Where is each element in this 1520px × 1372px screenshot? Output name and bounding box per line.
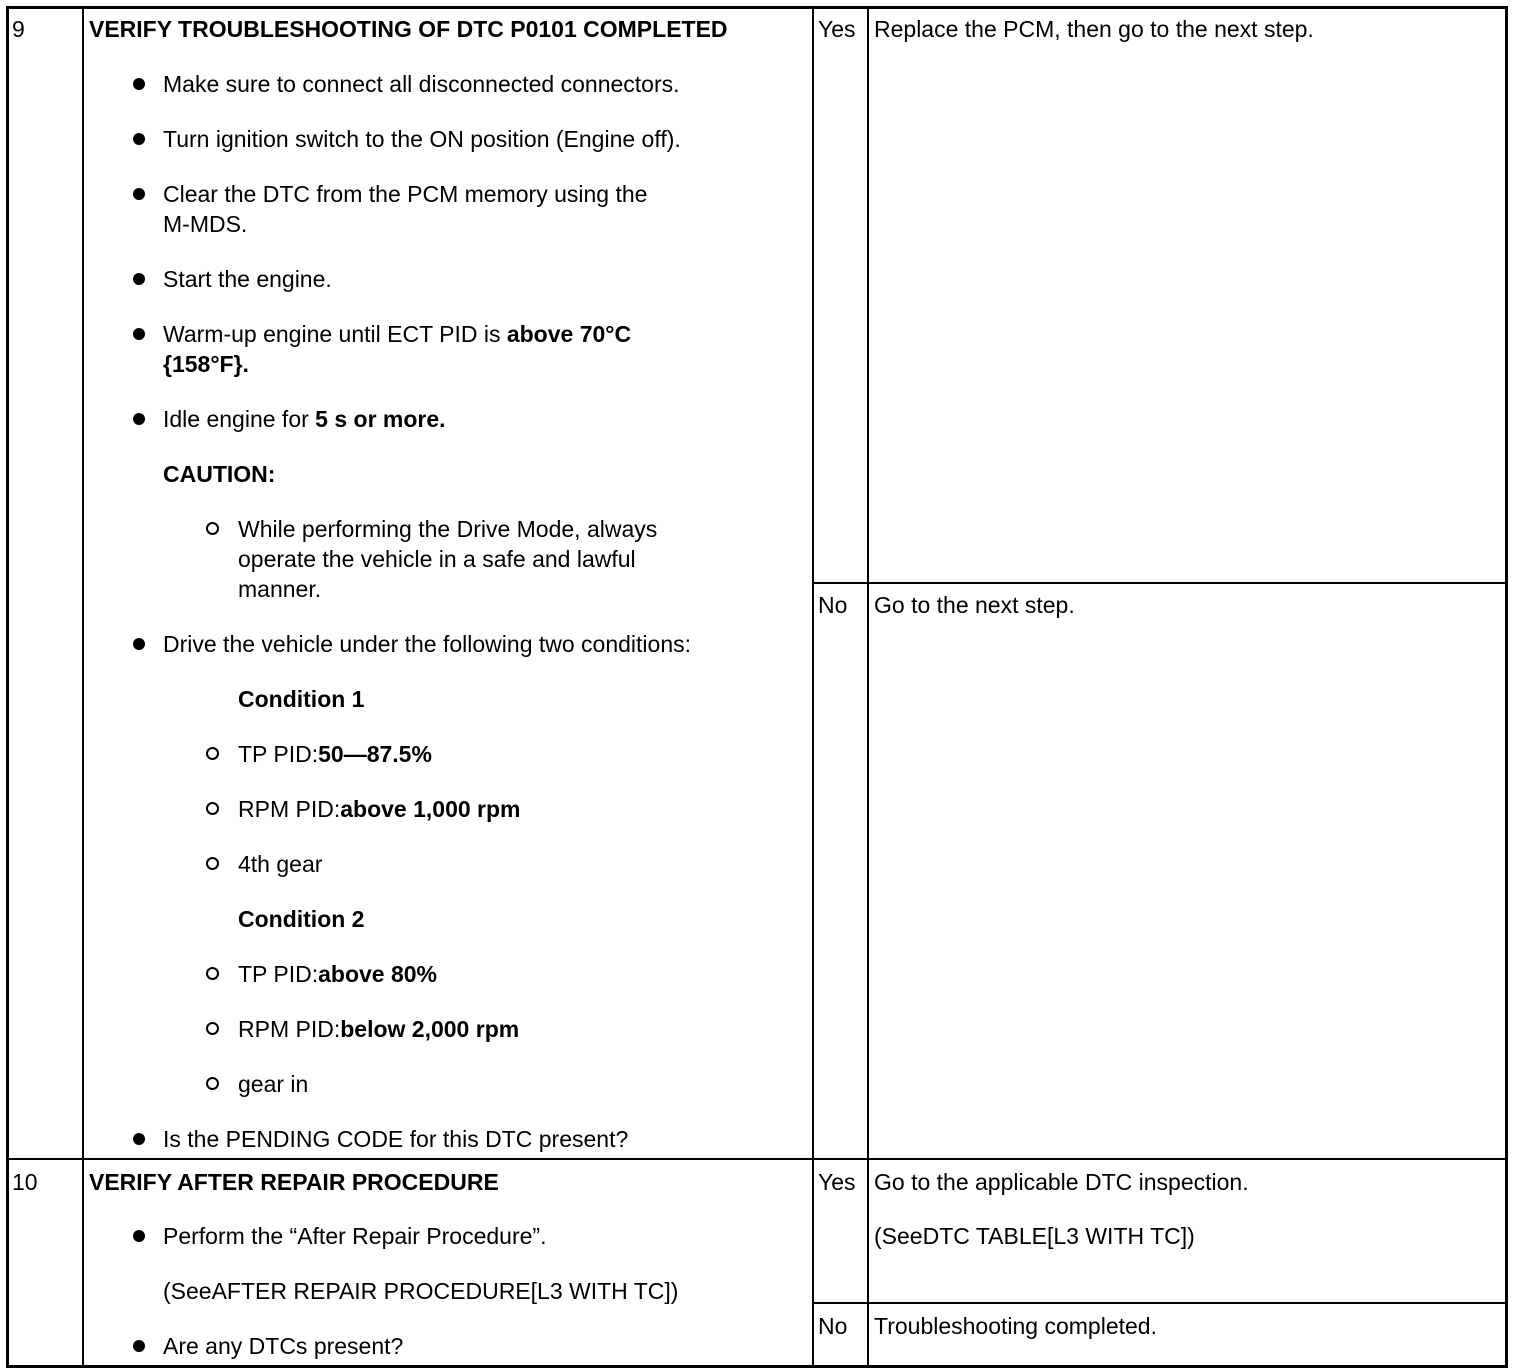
bullet-icon bbox=[133, 1340, 145, 1352]
step-number: 9 bbox=[12, 16, 25, 42]
yes-label: Yes bbox=[818, 1169, 856, 1195]
instruction-text: Drive the vehicle under the following two conditions: bbox=[163, 631, 692, 657]
condition-item bbox=[238, 1014, 519, 1044]
instruction-emphasis: {158°F}. bbox=[163, 351, 249, 377]
bullet-icon bbox=[133, 133, 145, 145]
instruction-text bbox=[163, 319, 631, 349]
column-divider bbox=[82, 6, 84, 1368]
condition-label: Condition 2 bbox=[238, 906, 365, 932]
question-text: Is the PENDING CODE for this DTC present? bbox=[163, 1126, 629, 1152]
condition-value: below 2,000 rpm bbox=[340, 1016, 520, 1042]
instruction-text: Make sure to connect all disconnected connectors. bbox=[163, 71, 680, 97]
condition-item: 4th gear bbox=[238, 851, 323, 877]
instruction-text: Perform the “After Repair Procedure”. bbox=[163, 1223, 547, 1249]
column-divider bbox=[812, 6, 814, 1368]
no-action: Go to the next step. bbox=[874, 592, 1075, 618]
step-title: VERIFY AFTER REPAIR PROCEDURE bbox=[89, 1169, 499, 1195]
instruction-text: Warm-up engine until ECT PID is bbox=[163, 321, 507, 347]
row-divider bbox=[6, 1158, 1508, 1160]
reference-link[interactable]: (SeeAFTER REPAIR PROCEDURE[L3 WITH TC]) bbox=[163, 1278, 679, 1304]
instruction-text: M-MDS. bbox=[163, 211, 248, 237]
condition-label: Condition 1 bbox=[238, 686, 365, 712]
caution-text: While performing the Drive Mode, always bbox=[238, 516, 658, 542]
no-label: No bbox=[818, 1313, 848, 1339]
sub-bullet-icon bbox=[206, 1022, 219, 1035]
sub-bullet-icon bbox=[206, 802, 219, 815]
step-title: VERIFY TROUBLESHOOTING OF DTC P0101 COMPLETED bbox=[89, 16, 728, 42]
condition-item bbox=[238, 794, 521, 824]
instruction-text: Idle engine for bbox=[163, 406, 316, 432]
caution-text: operate the vehicle in a safe and lawful bbox=[238, 546, 636, 572]
bullet-icon bbox=[133, 78, 145, 90]
bullet-icon bbox=[133, 273, 145, 285]
bullet-icon bbox=[133, 638, 145, 650]
sub-bullet-icon bbox=[206, 1077, 219, 1090]
caution-text: manner. bbox=[238, 576, 322, 602]
condition-key: TP PID: bbox=[238, 741, 319, 767]
condition-key: TP PID: bbox=[238, 961, 319, 987]
yes-label: Yes bbox=[818, 16, 856, 42]
condition-key: RPM PID: bbox=[238, 1016, 341, 1042]
condition-value: above 1,000 rpm bbox=[340, 796, 521, 822]
caution-label: CAUTION: bbox=[163, 461, 276, 487]
row-divider bbox=[812, 1302, 1508, 1304]
sub-bullet-icon bbox=[206, 857, 219, 870]
step-number: 10 bbox=[12, 1169, 38, 1195]
yes-action: Go to the applicable DTC inspection. bbox=[874, 1169, 1249, 1195]
bullet-icon bbox=[133, 1133, 145, 1145]
instruction-text: Start the engine. bbox=[163, 266, 332, 292]
instruction-emphasis: 5 s or more. bbox=[315, 406, 446, 432]
instruction-text: Clear the DTC from the PCM memory using the bbox=[163, 181, 648, 207]
reference-link[interactable]: (SeeDTC TABLE[L3 WITH TC]) bbox=[874, 1223, 1195, 1249]
sub-bullet-icon bbox=[206, 967, 219, 980]
bullet-icon bbox=[133, 413, 145, 425]
row-divider bbox=[812, 582, 1508, 584]
condition-item bbox=[238, 739, 432, 769]
bullet-icon bbox=[133, 328, 145, 340]
condition-item: gear in bbox=[238, 1071, 309, 1097]
sub-bullet-icon bbox=[206, 522, 219, 535]
condition-value: above 80% bbox=[318, 961, 438, 987]
instruction-emphasis: above 70°C bbox=[506, 321, 632, 347]
no-action: Troubleshooting completed. bbox=[874, 1313, 1157, 1339]
condition-key: RPM PID: bbox=[238, 796, 341, 822]
bullet-icon bbox=[133, 188, 145, 200]
sub-bullet-icon bbox=[206, 747, 219, 760]
instruction-text bbox=[163, 404, 446, 434]
no-label: No bbox=[818, 592, 848, 618]
column-divider bbox=[867, 6, 869, 1368]
yes-action: Replace the PCM, then go to the next step. bbox=[874, 16, 1314, 42]
condition-value: 50—87.5% bbox=[318, 741, 432, 767]
condition-item bbox=[238, 959, 437, 989]
question-text: Are any DTCs present? bbox=[163, 1333, 404, 1359]
bullet-icon bbox=[133, 1230, 145, 1242]
instruction-text: Turn ignition switch to the ON position (Engine off). bbox=[163, 126, 681, 152]
